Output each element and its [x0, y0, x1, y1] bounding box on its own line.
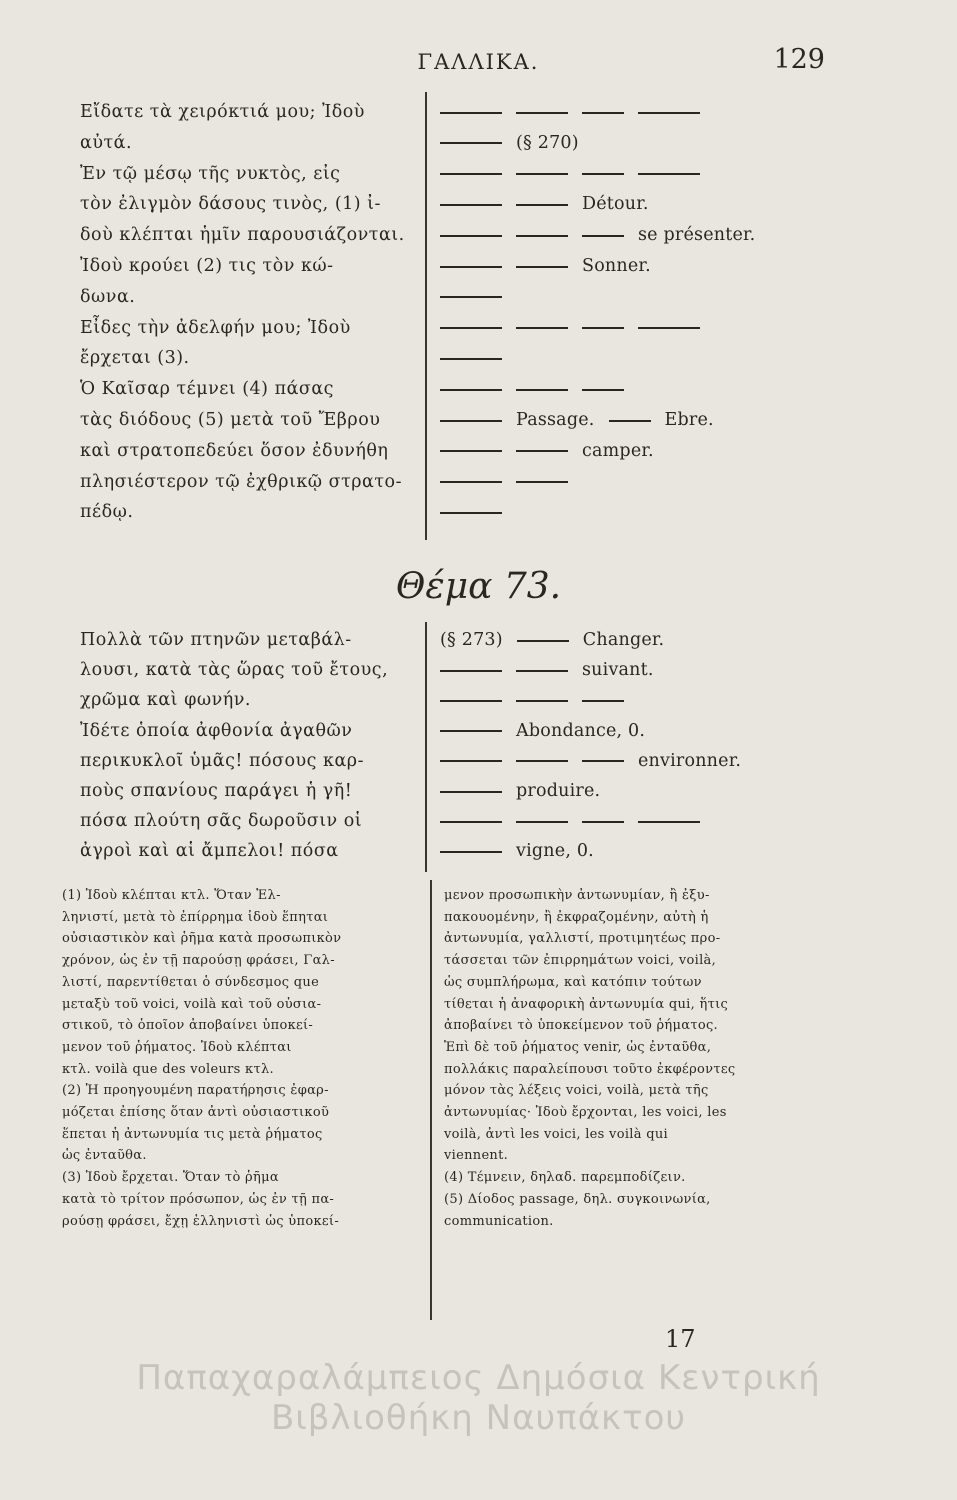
- blank-dash: [440, 481, 502, 483]
- blank-dash: [440, 670, 502, 672]
- exercise-line: [440, 690, 624, 710]
- exercise-line: [440, 410, 714, 430]
- blank-dash: [638, 327, 700, 329]
- exercise-line: [440, 630, 664, 650]
- exercise-line: [440, 379, 624, 399]
- text-line: μόζεται ἐπίσης ὅταν ἀντὶ οὐσιαστικοῦ: [62, 1105, 330, 1120]
- blank-dash: [440, 204, 502, 206]
- blank-dash: [440, 327, 502, 329]
- text-line: τὸν ἐλιγμὸν δάσους τινὸς, (1) ἰ-: [80, 194, 381, 215]
- exercise-line: [440, 348, 502, 368]
- text-line: Ἰδέτε ὁποία ἀφθονία ἀγαθῶν: [80, 720, 353, 741]
- blank-dash: [440, 420, 502, 422]
- theme-title: Θέμα 73.: [395, 566, 562, 607]
- text-line: Ἐπὶ δὲ τοῦ ῥήματος venir, ὡς ἐνταῦθα,: [444, 1039, 712, 1055]
- blank-dash: [440, 235, 502, 237]
- text-line: (3) Ἰδοὺ ἔρχεται. Ὅταν τὸ ῥῆμα: [62, 1170, 279, 1186]
- text-line: κτλ. voilà que des voleurs κτλ.: [62, 1061, 274, 1077]
- text-line: μενον τοῦ ῥήματος. Ἰδοὺ κλέπται: [62, 1039, 292, 1055]
- text-line: πέδῳ.: [80, 502, 134, 523]
- text-line: πολλάκις παραλείπουσι τοῦτο ἐκφέροντες: [444, 1061, 736, 1077]
- text-line: (5) Δίοδος passage, δηλ. συγκοινωνία,: [444, 1191, 711, 1207]
- blank-dash: [440, 730, 502, 732]
- vocabulary-word: environner.: [638, 750, 742, 771]
- text-line: πλησιέστερον τῷ ἐχθρικῷ στρατο-: [80, 471, 402, 492]
- text-line: ποὺς σπανίους παράγει ἡ γῆ!: [80, 781, 353, 801]
- text-line: ἀντωνυμία, γαλλιστί, προτιμητέως προ-: [444, 931, 721, 947]
- text-line: πακουομένην, ἢ ἐκφραζομένην, αὐτὴ ἡ: [444, 909, 709, 925]
- text-line: ἔρχεται (3).: [80, 348, 190, 369]
- exercise-line: [440, 660, 654, 680]
- blank-dash: [440, 173, 502, 175]
- vocabulary-word: Sonner.: [582, 256, 651, 276]
- exercise-line: [440, 751, 741, 771]
- exercise-line: [440, 102, 700, 122]
- exercise-line: [440, 502, 502, 522]
- exercise-line: [440, 194, 649, 214]
- blank-dash: [582, 327, 624, 329]
- blank-dash: [440, 512, 502, 514]
- column-divider: [425, 92, 427, 540]
- blank-dash: [517, 640, 569, 642]
- text-line: Εἴδατε τὰ χειρόκτιά μου; Ἰδοὺ: [80, 102, 365, 122]
- text-line: (2) Ἡ προηγουμένη παρατήρησις ἐφαρ-: [62, 1083, 329, 1099]
- vocabulary-word: Ebre.: [664, 410, 714, 430]
- vocabulary-word: Passage.: [516, 410, 595, 430]
- text-line: viennent.: [444, 1148, 509, 1164]
- blank-dash: [516, 670, 568, 672]
- text-line: μόνον τὰς λέξεις voici, voilà, μετὰ τῆς: [444, 1083, 709, 1099]
- blank-dash: [516, 700, 568, 702]
- text-line: τὰς διόδους (5) μετὰ τοῦ Ἔβρου: [80, 410, 381, 430]
- vocabulary-word: se présenter.: [638, 225, 756, 246]
- text-line: κατὰ τὸ τρίτον πρόσωπον, ὡς ἐν τῇ πα-: [62, 1191, 335, 1207]
- vocabulary-word: vigne, 0.: [516, 841, 594, 862]
- blank-dash: [582, 173, 624, 175]
- blank-dash: [516, 481, 568, 483]
- exercise-line: [440, 318, 700, 338]
- text-line: ρούσῃ φράσει, ἔχῃ ἑλληνιστὶ ὡς ὑποκεί-: [62, 1213, 340, 1229]
- text-line: communication.: [444, 1213, 554, 1229]
- blank-dash: [440, 700, 502, 702]
- blank-dash: [638, 173, 700, 175]
- blank-dash: [638, 112, 700, 114]
- text-line: Ἰδοὺ κρούει (2) τις τὸν κώ-: [80, 256, 334, 276]
- text-line: δωνα.: [80, 286, 136, 307]
- blank-dash: [440, 266, 502, 268]
- exercise-line: [440, 164, 700, 184]
- vocabulary-word: Détour.: [582, 194, 649, 215]
- text-line: τίθεται ἡ ἀναφορικὴ ἀντωνυμία qui, ἥτις: [444, 996, 729, 1012]
- exercise-line: [440, 721, 645, 741]
- running-title: ΓΑΛΛΙΚΑ.: [417, 50, 540, 74]
- blank-dash: [440, 389, 502, 391]
- blank-dash: [609, 420, 651, 422]
- text-line: (4) Τέμνειν, δηλαδ. παρεμποδίζειν.: [444, 1170, 686, 1186]
- text-line: περικυκλοῖ ὑμᾶς! πόσους καρ-: [80, 750, 364, 771]
- blank-dash: [440, 851, 502, 853]
- blank-dash: [440, 142, 502, 144]
- text-line: ἀντωνυμίας· Ἰδοὺ ἔρχονται, les voici, les: [444, 1105, 727, 1120]
- blank-dash: [440, 296, 502, 298]
- vocabulary-word: (§ 270): [516, 132, 579, 153]
- exercise-line: [440, 287, 502, 307]
- blank-dash: [440, 821, 502, 823]
- vocabulary-word: (§ 273): [440, 630, 503, 650]
- vocabulary-word: produire.: [516, 781, 601, 801]
- blank-dash: [440, 358, 502, 360]
- exercise-line: [440, 133, 579, 153]
- signature-mark: 17: [665, 1325, 696, 1353]
- footnote-divider: [430, 880, 432, 1320]
- text-line: μενον προσωπικὴν ἀντωνυμίαν, ἢ ἐξυ-: [444, 888, 710, 903]
- page-number: 129: [773, 44, 825, 75]
- text-line: αὐτά.: [80, 132, 133, 153]
- exercise-line: [440, 781, 600, 801]
- text-line: οὐσιαστικὸν καὶ ῥῆμα κατὰ προσωπικὸν: [62, 931, 342, 947]
- blank-dash: [582, 389, 624, 391]
- blank-dash: [582, 821, 624, 823]
- text-line: δοὺ κλέπται ἡμῖν παρουσιάζονται.: [80, 225, 405, 246]
- text-line: τάσσεται τῶν ἐπιρρημάτων voici, voilà,: [444, 953, 717, 969]
- library-watermark-line-2: Βιβλιοθήκη Ναυπάκτου: [270, 1398, 687, 1438]
- blank-dash: [516, 450, 568, 452]
- blank-dash: [516, 266, 568, 268]
- blank-dash: [638, 821, 700, 823]
- blank-dash: [582, 760, 624, 762]
- blank-dash: [516, 204, 568, 206]
- blank-dash: [516, 821, 568, 823]
- blank-dash: [582, 235, 624, 237]
- text-line: χρῶμα καὶ φωνήν.: [80, 690, 251, 711]
- blank-dash: [516, 235, 568, 237]
- text-line: ὡς ἐνταῦθα.: [62, 1148, 147, 1164]
- text-line: ἀγροὶ καὶ αἱ ἄμπελοι! πόσα: [80, 841, 339, 862]
- blank-dash: [440, 112, 502, 114]
- text-line: ἕπεται ἡ ἀντωνυμία τις μετὰ ῥήματος: [62, 1126, 323, 1142]
- blank-dash: [582, 700, 624, 702]
- blank-dash: [516, 173, 568, 175]
- blank-dash: [440, 791, 502, 793]
- text-line: Ἐν τῷ μέσῳ τῆς νυκτὸς, εἰς: [80, 163, 341, 184]
- text-line: voilà, ἀντὶ les voici, les voilà qui: [444, 1126, 668, 1142]
- text-line: ληνιστί, μετὰ τὸ ἐπίρρημα ἰδοὺ ἕπηται: [62, 909, 329, 925]
- text-line: Εἶδες τὴν ἀδελφήν μου; Ἰδοὺ: [80, 317, 351, 338]
- library-watermark-line-1: Παπαχαραλάμπειος Δημόσια Κεντρική: [136, 1358, 821, 1398]
- blank-dash: [516, 389, 568, 391]
- page-header: [0, 44, 957, 90]
- text-line: μεταξὺ τοῦ voici, voilà καὶ τοῦ οὐσια-: [62, 996, 322, 1012]
- exercise-line: [440, 256, 651, 276]
- text-line: στικοῦ, τὸ ὁποῖον ἀποβαίνει ὑποκεί-: [62, 1018, 314, 1034]
- blank-dash: [516, 760, 568, 762]
- text-line: ὡς συμπλήρωμα, καὶ κατόπιν τούτων: [444, 974, 702, 990]
- vocabulary-word: suivant.: [582, 660, 654, 681]
- exercise-line: [440, 811, 700, 831]
- text-line: χρόνον, ὡς ἐν τῇ παρούσῃ φράσει, Γαλ-: [62, 953, 335, 969]
- text-line: λουσι, κατὰ τὰς ὥρας τοῦ ἔτους,: [80, 660, 389, 681]
- exercise-line: [440, 472, 568, 492]
- blank-dash: [516, 327, 568, 329]
- exercise-line: [440, 841, 594, 861]
- text-line: Πολλὰ τῶν πτηνῶν μεταβάλ-: [80, 630, 352, 650]
- text-line: Ὁ Καῖσαρ τέμνει (4) πάσας: [80, 379, 334, 400]
- vocabulary-word: Abondance, 0.: [516, 720, 646, 741]
- column-divider: [425, 622, 427, 872]
- blank-dash: [516, 112, 568, 114]
- blank-dash: [440, 450, 502, 452]
- vocabulary-word: Changer.: [582, 630, 665, 650]
- vocabulary-word: camper.: [582, 440, 654, 461]
- blank-dash: [440, 760, 502, 762]
- exercise-line: [440, 225, 755, 245]
- text-line: καὶ στρατοπεδεύει ὅσον ἐδυνήθη: [80, 440, 389, 461]
- text-line: πόσα πλούτη σᾶς δωροῦσιν οἱ: [80, 811, 363, 832]
- blank-dash: [582, 112, 624, 114]
- text-line: ἀποβαίνει τὸ ὑποκείμενον τοῦ ῥήματος.: [444, 1018, 718, 1034]
- exercise-line: [440, 441, 654, 461]
- text-line: λιστί, παρεντίθεται ὁ σύνδεσμος que: [62, 974, 320, 990]
- text-line: (1) Ἰδοὺ κλέπται κτλ. Ὅταν Ἑλ-: [62, 888, 281, 903]
